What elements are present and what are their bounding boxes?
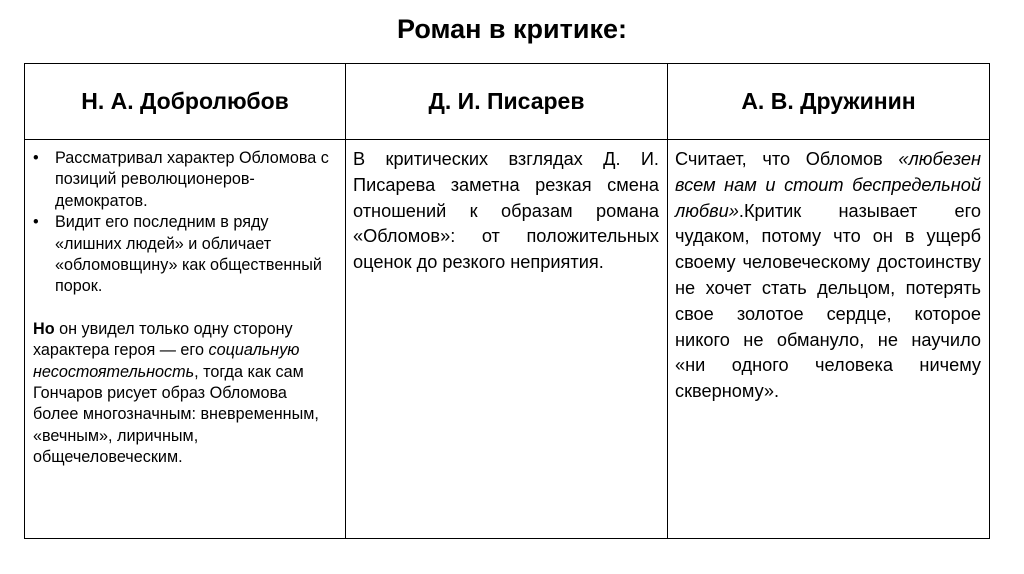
content-row (25, 140, 990, 539)
header-pisarev: Д. И. Писарев (346, 64, 668, 140)
list-item (33, 212, 333, 298)
cell-druzhinin (668, 140, 990, 539)
bullet-icon: • (33, 149, 39, 167)
page-title: Роман в критике: (397, 14, 627, 44)
note-part2: , тогда как сам Гончаров рисует образ Обломова более многозначным: вневременным, «вечным», лиричным, общечеловеческим. (33, 362, 319, 467)
druzhinin-text (675, 147, 981, 405)
cell-dobrolyubov (25, 140, 346, 539)
critics-table (24, 63, 990, 539)
bullet-text: Рассматривал характер Обломова с позиций революционеров-демократов. (55, 149, 329, 210)
note-part1: он увидел только одну сторону характера героя — его (33, 319, 293, 360)
header-dobrolyubov: Н. А. Добролюбов (25, 64, 346, 140)
note-lead: Но (33, 319, 55, 338)
header-druzhinin: А. В. Дружинин (668, 64, 990, 140)
dobrolyubov-bullet-list (33, 148, 333, 298)
druzhinin-quote: «любезен всем нам и стоит беспредельной любви» (675, 149, 981, 221)
bullet-icon: • (33, 213, 39, 232)
druzhinin-part2: .Критик называет его чудаком, потому что он в ущерб своему человеческому достоинству не хочет стать дельцом, потерять свое золотое сердце, которое никого не обмануло, не научило «ни одного человека ничему скверному». (675, 200, 981, 402)
cell-pisarev (346, 140, 668, 539)
bullet-text: Видит его последним в ряду «лишних людей» и обличает «обломовщину» как общественный порок. (55, 213, 322, 296)
header-row (25, 64, 990, 140)
druzhinin-part1: Считает, что Обломов (675, 149, 899, 169)
dobrolyubov-note (33, 319, 333, 469)
list-item (33, 148, 333, 212)
pisarev-text: В критических взглядах Д. И. Писарева заметна резкая смена отношений к образам романа «Обломов»: от положительных оценок до резкого неприятия. (353, 149, 659, 273)
note-emphasis: социальную несостоятельность (33, 341, 300, 381)
